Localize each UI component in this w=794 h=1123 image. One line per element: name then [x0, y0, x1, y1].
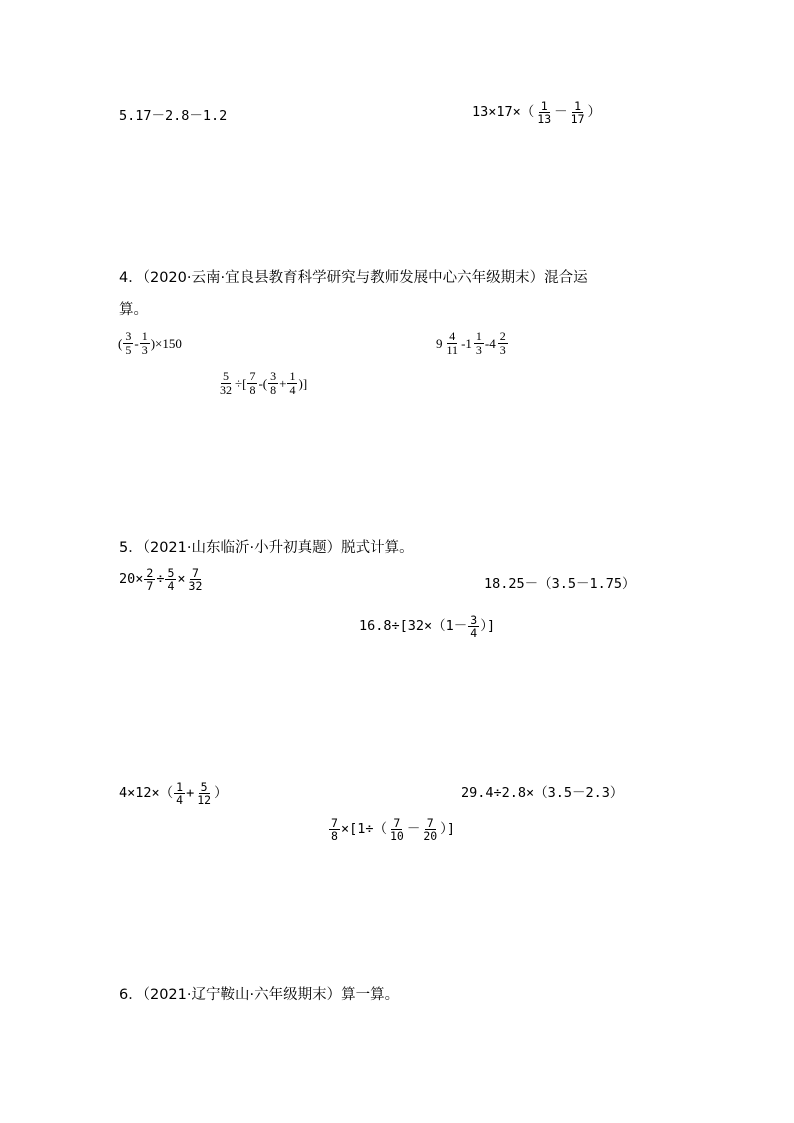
fraction: $\frac{4}{11}$	[446, 329, 459, 357]
fraction: $\frac{7}{10}$	[389, 816, 404, 844]
expression-decimal-subtraction: 5.17－2.8－1.2	[119, 108, 228, 124]
fraction: $\frac{7}{32}$	[188, 566, 203, 594]
fraction: $\frac{5}{4}$	[167, 566, 175, 594]
fraction: $\frac{7}{8}$	[249, 369, 256, 397]
fraction: $\frac{3}{4}$	[470, 613, 478, 641]
expression-5f: $\frac{7}{8}$ ×[1÷（ $\frac{7}{10}$ － $\frac{7}{20}$ ）]	[331, 816, 456, 844]
expression-5b: 18.25－（3.5－1.75）	[484, 576, 636, 592]
fraction: $\frac{5}{12}$	[197, 780, 212, 808]
fraction: $\frac{1}{4}$	[176, 780, 184, 808]
expression-5a: 20× $\frac{2}{7}$ ÷ $\frac{5}{4}$ × $\frac{7}{32}$	[119, 566, 203, 594]
fraction: $\frac{7}{8}$	[331, 816, 338, 844]
expression-5c: 16.8÷[32×（1－ $\frac{3}{4}$ ）]	[359, 613, 496, 641]
fraction: $\frac{3}{8}$	[270, 369, 277, 397]
fraction: $\frac{1}{3}$	[141, 329, 148, 357]
expression-4a: ( $\frac{3}{5}$ - $\frac{1}{3}$ )×150	[118, 329, 182, 357]
problem-6-heading: 6．（2021·辽宁鞍山·六年级期末）算一算。	[119, 987, 400, 1003]
expression-fraction-product: 13×17×（ $\frac{1}{13}$ － $\frac{1}{17}$ ）	[472, 99, 601, 127]
fraction: $\frac{2}{3}$	[499, 329, 506, 357]
fraction: $\frac{1}{17}$	[570, 99, 585, 127]
expression-4c: $\frac{5}{32}$ ÷[ $\frac{7}{8}$ -( $\frac{3}{8}$ + $\frac{1}{4}$ )]	[220, 369, 308, 397]
fraction: $\frac{5}{32}$	[220, 369, 232, 397]
problem-4-heading-cont: 算。	[119, 302, 148, 318]
fraction: $\frac{1}{13}$	[537, 99, 552, 127]
fraction: $\frac{2}{7}$	[146, 566, 154, 594]
problem-4-heading: 4．（2020·云南·宜良县教育科学研究与教师发展中心六年级期末）混合运	[119, 270, 588, 286]
fraction: $\frac{1}{4}$	[289, 369, 296, 397]
fraction: $\frac{7}{20}$	[423, 816, 438, 844]
problem-5-heading: 5．（2021·山东临沂·小升初真题）脱式计算。	[119, 540, 414, 556]
fraction: $\frac{3}{5}$	[125, 329, 132, 357]
expr-prefix: 13×17×（	[472, 103, 535, 120]
expression-4b: 9 $\frac{4}{11}$ - 1 $\frac{1}{3}$ - 4 $\frac{2}{3}$	[436, 329, 506, 357]
fraction: $\frac{1}{3}$	[475, 329, 482, 357]
expression-5d: 4×12×（ $\frac{1}{4}$ + $\frac{5}{12}$ ）	[119, 780, 228, 808]
expression-5e: 29.4÷2.8×（3.5－2.3）	[461, 785, 624, 801]
